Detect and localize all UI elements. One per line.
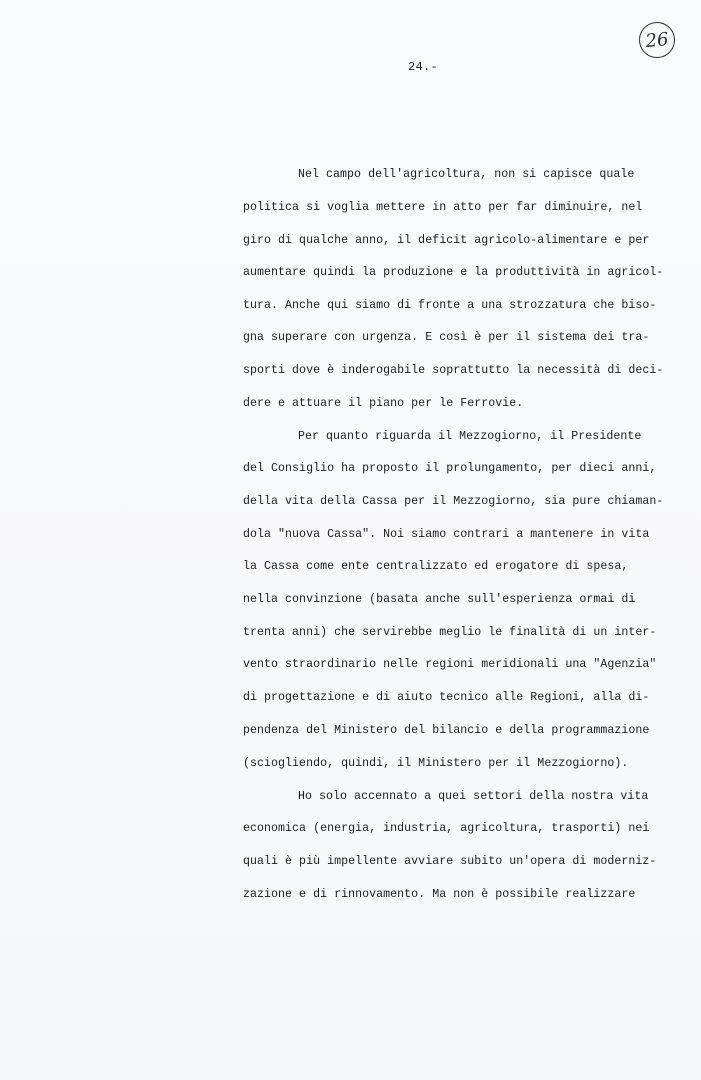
stamp-number: 26 xyxy=(644,28,670,52)
text-line: Nel campo dell'agricoltura, non si capisce quale xyxy=(298,168,635,181)
text-line: Ho solo accennato a quei settori della nostra vita xyxy=(298,790,649,803)
text-line: del Consiglio ha proposto il prolungamento, per dieci anni, xyxy=(243,462,657,475)
text-line: dere e attuare il piano per le Ferrovie. xyxy=(243,397,524,410)
text-line: gna superare con urgenza. E così è per il sistema dei tra- xyxy=(243,331,650,344)
text-line: la Cassa come ente centralizzato ed erogatore di spesa, xyxy=(243,560,629,573)
page-number: 24.- xyxy=(408,60,439,74)
text-line: sporti dove è inderogabile soprattutto la necessità di deci- xyxy=(243,364,664,377)
text-line: vento straordinario nelle regioni meridionali una "Agenzia" xyxy=(243,658,657,671)
text-line: di progettazione e di aiuto tecnico alle Regioni, alla di- xyxy=(243,691,650,704)
text-line: trenta anni) che servirebbe meglio le finalità di un inter- xyxy=(243,626,657,639)
text-line: Per quanto riguarda il Mezzogiorno, il Presidente xyxy=(298,430,642,443)
text-line: aumentare quindi la produzione e la produttività in agricol- xyxy=(243,266,664,279)
text-line: quali è più impellente avviare subito un'opera di moderniz- xyxy=(243,855,657,868)
text-line: della vita della Cassa per il Mezzogiorno, sia pure chiaman- xyxy=(243,495,664,508)
text-line: tura. Anche qui siamo di fronte a una strozzatura che biso- xyxy=(243,299,657,312)
text-line: pendenza del Ministero del bilancio e della programmazione xyxy=(243,724,650,737)
page-stamp xyxy=(637,20,677,60)
text-line: giro di qualche anno, il deficit agricolo-alimentare e per xyxy=(243,234,650,247)
text-line: dola "nuova Cassa". Noi siamo contrari a mantenere in vita xyxy=(243,528,650,541)
text-line: nella convinzione (basata anche sull'esperienza ormai di xyxy=(243,593,636,606)
text-line: economica (energia, industria, agricoltura, trasporti) nei xyxy=(243,822,650,835)
text-line: zazione e di rinnovamento. Ma non è possibile realizzare xyxy=(243,888,636,901)
text-line: politica si voglia mettere in atto per far diminuire, nel xyxy=(243,201,643,214)
text-line: (sciogliendo, quindi, il Ministero per il Mezzogiorno). xyxy=(243,757,629,770)
